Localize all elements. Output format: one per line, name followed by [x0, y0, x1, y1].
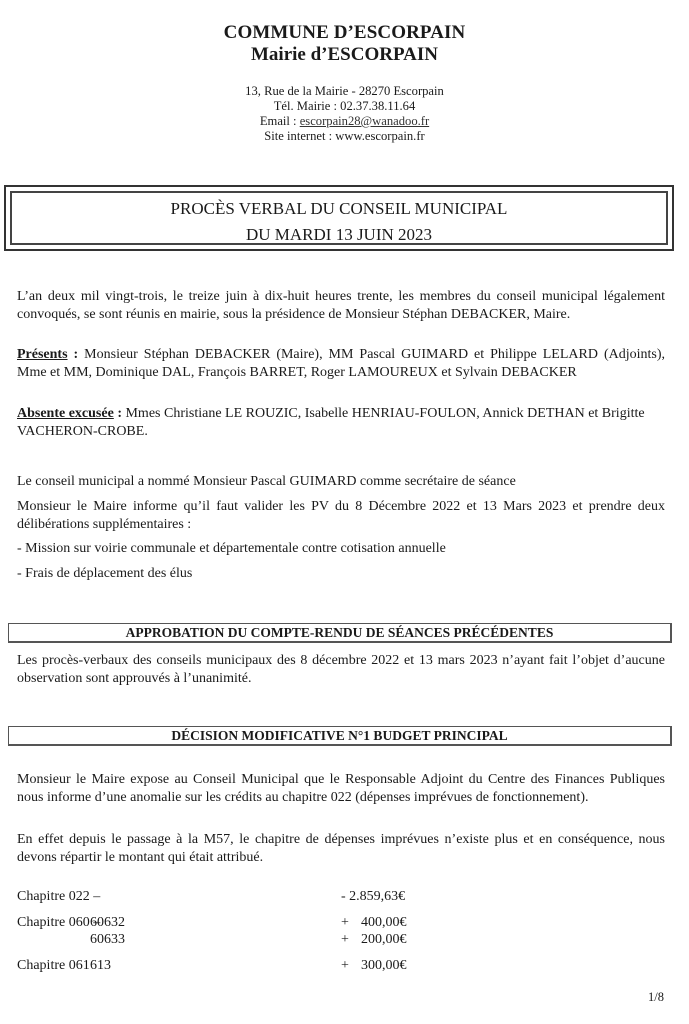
approval-paragraph: Les procès-verbaux des conseils municipaux des 8 décembre 2022 et 13 mars 2023 n’ayant fait l’objet d’aucune observation sont approuvés à l’unanimité. — [17, 653, 665, 686]
opening-paragraph: L’an deux mil vingt-trois, le treize juin à dix-huit heures trente, les membres du conseil municipal légalement convoqués, se sont réunis en mairie, sous la présidence de Monsieur Stéphan DEBACKER, Maire. — [17, 289, 665, 322]
absentees-paragraph — [17, 405, 665, 440]
secretary-paragraph: Le conseil municipal a nommé Monsieur Pascal GUIMARD comme secrétaire de séance — [17, 474, 516, 489]
document-title-box — [4, 185, 674, 251]
title-inner-border — [10, 191, 668, 245]
email-link[interactable]: escorpain28@wanadoo.fr — [299, 114, 430, 128]
chapter-label: Chapitre 060 – — [17, 915, 101, 930]
account-number: 60633 — [90, 932, 125, 947]
amount — [341, 931, 407, 948]
section-heading-approval: APPROBATION DU COMPTE-RENDU DE SÉANCES PRÉCÉDENTES — [8, 623, 672, 643]
presents-list: Monsieur Stéphan DEBACKER (Maire), MM Pascal GUIMARD et Philippe LELARD (Adjoints), Mme et MM, Dominique DAL, François BARRET, Roger LAMOUREUX et Sylvain DEBACKER — [17, 347, 665, 380]
address: 13, Rue de la Mairie - 28270 Escorpain — [245, 84, 444, 98]
agenda-item: - Mission sur voirie communale et départementale contre cotisation annuelle — [17, 541, 446, 556]
email-line — [0, 114, 689, 129]
amount — [341, 914, 407, 931]
account-number: 60632 — [90, 915, 125, 930]
presents-separator: : — [67, 347, 85, 362]
municipality-name: COMMUNE D’ESCORPAIN — [223, 22, 466, 43]
agenda-intro: Monsieur le Maire informe qu’il faut valider les PV du 8 Décembre 2022 et 13 Mars 2023 et prendre deux délibérations supplémentaires : — [17, 499, 665, 532]
amount-value: 400,00€ — [361, 915, 407, 930]
amount — [341, 957, 407, 974]
absents-list: Mmes Christiane LE ROUZIC, Isabelle HENRIAU-FOULON, Annick DETHAN et Brigitte VACHERON-CROBE. — [17, 406, 645, 439]
section-heading-budget: DÉCISION MODIFICATIVE N°1 BUDGET PRINCIPAL — [8, 726, 672, 746]
email-label: Email : — [259, 114, 300, 128]
amount-value: 200,00€ — [361, 932, 407, 947]
budget-paragraph: En effet depuis le passage à la M57, le chapitre de dépenses imprévues n’existe plus et en conséquence, nous devons répartir le montant qui était attribué. — [17, 832, 665, 865]
budget-paragraph: Monsieur le Maire expose au Conseil Municipal que le Responsable Adjoint du Centre des Finances Publiques nous informe d’une anomalie sur les crédits au chapitre 022 (dépenses imprévues de fonctionnement). — [17, 772, 665, 805]
account-number: 613 — [90, 958, 111, 973]
document-title: PROCÈS VERBAL DU CONSEIL MUNICIPAL — [170, 199, 508, 218]
absents-separator: : — [113, 406, 126, 421]
amount-sign: + — [341, 915, 349, 930]
amount-sign: - — [341, 889, 346, 904]
chapter-label: Chapitre 061 — [17, 958, 90, 973]
town-hall-name: Mairie d’ESCORPAIN — [251, 44, 438, 65]
amount-value: 300,00€ — [361, 958, 407, 973]
amount-sign: + — [341, 958, 349, 973]
agenda-item: - Frais de déplacement des élus — [17, 566, 193, 581]
page-number: 1/8 — [648, 990, 664, 1004]
website: Site internet : www.escorpain.fr — [264, 129, 425, 143]
chapter-label: Chapitre 022 – — [17, 889, 101, 904]
document-date: DU MARDI 13 JUIN 2023 — [245, 225, 433, 244]
absents-label: Absente excusée — [17, 406, 114, 421]
phone: Tél. Mairie : 02.37.38.11.64 — [273, 99, 416, 113]
amount — [341, 888, 405, 905]
attendees-paragraph — [17, 346, 665, 381]
contact-block — [0, 84, 689, 144]
presents-label: Présents — [17, 347, 68, 362]
amount-sign: + — [341, 932, 349, 947]
amount-value: 2.859,63€ — [349, 889, 406, 904]
